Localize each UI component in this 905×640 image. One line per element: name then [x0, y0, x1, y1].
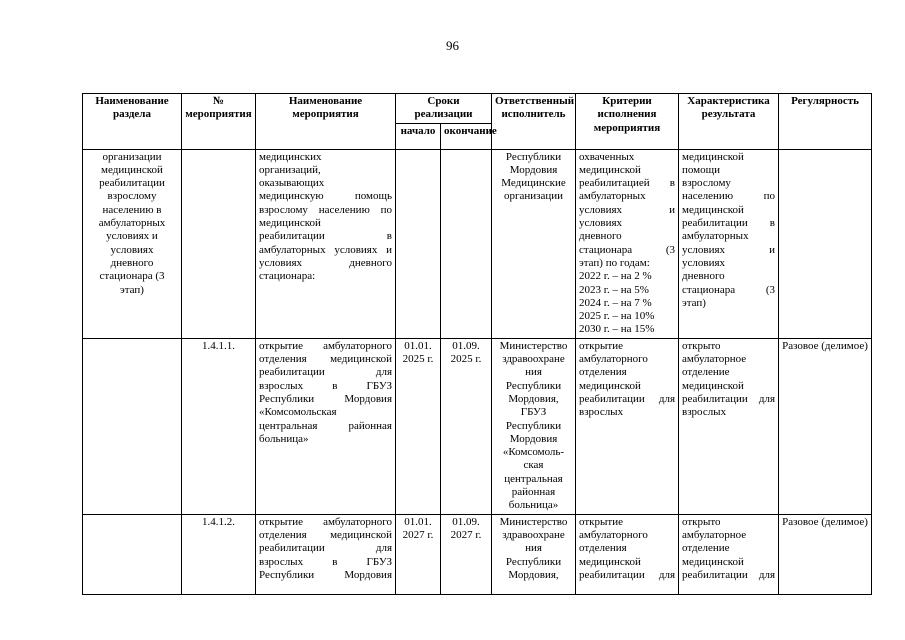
- responsible-line: здравоохране: [502, 529, 565, 542]
- section-line: стационара (3: [99, 270, 165, 283]
- criteria-cell: [576, 514, 679, 594]
- responsible-line: здравоохране: [502, 353, 565, 366]
- result-line: медицинской: [682, 203, 744, 216]
- section-cell: [83, 149, 182, 338]
- regularity-cell: Разовое (делимое): [779, 514, 872, 594]
- section-line: этап): [120, 283, 144, 296]
- criteria-line: реабилитации для: [579, 392, 675, 405]
- responsible-line: больница»: [508, 499, 559, 512]
- criteria-line: амбулаторного: [579, 529, 648, 542]
- result-line: отделение: [682, 542, 730, 555]
- responsible-cell: [492, 338, 576, 514]
- section-line: амбулаторных: [98, 217, 166, 230]
- name-line: отделения медицинской: [259, 353, 392, 366]
- criteria-cell: [576, 149, 679, 338]
- section-line: реабилитации: [99, 177, 165, 190]
- result-line: помощи: [682, 163, 720, 176]
- criteria-line: отделения: [579, 366, 627, 379]
- name-line: Республики Мордовия: [259, 392, 392, 405]
- end-cell: 01.09. 2027 г.: [441, 514, 492, 594]
- criteria-line: стационара (3: [579, 243, 675, 256]
- name-line: условиях дневного: [259, 256, 392, 269]
- criteria-line: реабилитации для: [579, 568, 675, 581]
- result-cell: [679, 514, 779, 594]
- criteria-line: условиях: [579, 217, 623, 230]
- responsible-line: Медицинские: [501, 177, 566, 190]
- name-line: стационара:: [259, 270, 316, 283]
- section-line: организации: [102, 150, 162, 163]
- criteria-line: дневного: [579, 230, 622, 243]
- name-line: Республики Мордовия: [259, 568, 392, 581]
- responsible-line: ния: [525, 366, 542, 379]
- criteria-line: условиях и: [579, 203, 675, 216]
- name-line: реабилитации для: [259, 366, 392, 379]
- name-line: организаций,: [259, 163, 321, 176]
- result-line: дневного: [682, 270, 725, 283]
- header-event-no: № мероприятия: [182, 94, 256, 150]
- criteria-line: этап) по годам:: [579, 256, 650, 269]
- end-cell: [441, 149, 492, 338]
- section-line: медицинской: [101, 163, 163, 176]
- responsible-line: Мордовия,: [508, 568, 559, 581]
- criteria-line: взрослых: [579, 406, 624, 419]
- header-responsible: Ответственный исполнитель: [492, 94, 576, 150]
- criteria-cell: [576, 338, 679, 514]
- result-line: открыто: [682, 339, 721, 352]
- criteria-line: отделения: [579, 542, 627, 555]
- table-row: [83, 149, 872, 338]
- responsible-line: «Комсомоль-: [502, 446, 565, 459]
- criteria-line: реабилитацией в: [579, 177, 675, 190]
- event-name-cell: [256, 514, 396, 594]
- criteria-line: 2030 г. – на 15%: [579, 323, 655, 336]
- criteria-line: 2022 г. – на 2 %: [579, 270, 652, 283]
- criteria-line: амбулаторного: [579, 353, 648, 366]
- name-line: взрослых в ГБУЗ: [259, 379, 392, 392]
- result-cell: [679, 149, 779, 338]
- section-cell: [83, 338, 182, 514]
- result-line: амбулаторных: [682, 230, 749, 243]
- criteria-line: медицинской: [579, 555, 641, 568]
- responsible-line: ГБУЗ: [520, 406, 547, 419]
- event-no-cell: 1.4.1.2.: [182, 514, 256, 594]
- responsible-line: Республики: [505, 419, 562, 432]
- criteria-line: открытие: [579, 515, 623, 528]
- criteria-line: 2025 г. – на 10%: [579, 310, 655, 323]
- name-line: «Комсомольская: [259, 406, 337, 419]
- event-name-cell: [256, 149, 396, 338]
- regularity-cell: Разовое (делимое): [779, 338, 872, 514]
- table-row: [83, 514, 872, 594]
- result-line: стационара (3: [682, 283, 775, 296]
- header-section-name: Наименование раздела: [83, 94, 182, 150]
- name-line: взрослых в ГБУЗ: [259, 555, 392, 568]
- responsible-line: Республики: [505, 379, 562, 392]
- name-line: отделения медицинской: [259, 529, 392, 542]
- header-regularity: Регулярность: [779, 94, 872, 150]
- name-line: оказывающих: [259, 177, 325, 190]
- criteria-line: охваченных: [579, 150, 635, 163]
- responsible-line: Республики: [505, 150, 562, 163]
- result-line: взрослому: [682, 177, 731, 190]
- result-line: населению по: [682, 190, 775, 203]
- name-line: больница»: [259, 432, 309, 445]
- responsible-line: центральная: [504, 472, 563, 485]
- name-line: медицинских: [259, 150, 322, 163]
- result-line: амбулаторное: [682, 353, 747, 366]
- table-row: [83, 338, 872, 514]
- name-line: открытие амбулаторного: [259, 515, 392, 528]
- section-line: условиях и: [106, 230, 158, 243]
- result-line: условиях и: [682, 243, 775, 256]
- result-line: реабилитации для: [682, 568, 775, 581]
- header-criteria: Критерии исполнения мероприятия: [576, 94, 679, 150]
- events-table: [82, 93, 872, 595]
- criteria-line: медицинской: [579, 379, 641, 392]
- result-line: условиях: [682, 256, 726, 269]
- responsible-line: Мордовия: [509, 432, 558, 445]
- responsible-cell: [492, 514, 576, 594]
- section-line: дневного: [110, 256, 154, 269]
- result-line: медицинской: [682, 555, 744, 568]
- responsible-line: организации: [503, 190, 564, 203]
- header-start: начало: [396, 123, 441, 149]
- result-line: отделение: [682, 366, 730, 379]
- name-line: медицинской: [259, 217, 321, 230]
- header-end: окончание: [441, 123, 492, 149]
- page-number: 96: [446, 38, 459, 53]
- start-cell: 01.01. 2025 г.: [396, 338, 441, 514]
- responsible-line: Республики: [505, 555, 562, 568]
- responsible-line: районная: [511, 486, 556, 499]
- header-deadlines: Сроки реализации: [396, 94, 492, 124]
- name-line: реабилитации для: [259, 542, 392, 555]
- result-line: этап): [682, 296, 706, 309]
- responsible-line: Мордовия: [509, 163, 558, 176]
- result-line: реабилитации для: [682, 392, 775, 405]
- result-line: реабилитации в: [682, 217, 775, 230]
- responsible-line: Министерство: [499, 515, 568, 528]
- result-line: медицинской: [682, 379, 744, 392]
- header-result: Характеристика результата: [679, 94, 779, 150]
- name-line: открытие амбулаторного: [259, 339, 392, 352]
- header-event-name: Наименование мероприятия: [256, 94, 396, 150]
- responsible-line: Министерство: [499, 339, 568, 352]
- result-cell: [679, 338, 779, 514]
- section-line: условиях: [110, 243, 154, 256]
- end-cell: 01.09. 2025 г.: [441, 338, 492, 514]
- name-line: центральная районная: [259, 419, 392, 432]
- result-line: амбулаторное: [682, 529, 747, 542]
- section-cell: [83, 514, 182, 594]
- regularity-cell: [779, 149, 872, 338]
- result-line: медицинской: [682, 150, 744, 163]
- event-name-cell: [256, 338, 396, 514]
- result-line: взрослых: [682, 406, 727, 419]
- responsible-cell: [492, 149, 576, 338]
- criteria-line: амбулаторных: [579, 190, 646, 203]
- name-line: взрослому населению по: [259, 203, 392, 216]
- section-line: населению в: [102, 203, 162, 216]
- name-line: реабилитации в: [259, 230, 392, 243]
- criteria-line: медицинской: [579, 163, 641, 176]
- criteria-line: 2023 г. – на 5%: [579, 283, 649, 296]
- name-line: медицинскую помощь: [259, 190, 392, 203]
- criteria-line: открытие: [579, 339, 623, 352]
- start-cell: 01.01. 2027 г.: [396, 514, 441, 594]
- event-no-cell: 1.4.1.1.: [182, 338, 256, 514]
- responsible-line: ния: [525, 542, 542, 555]
- section-line: взрослому: [107, 190, 157, 203]
- result-line: открыто: [682, 515, 721, 528]
- responsible-line: Мордовия,: [508, 392, 559, 405]
- responsible-line: ская: [523, 459, 544, 472]
- criteria-line: 2024 г. – на 7 %: [579, 296, 652, 309]
- name-line: амбулаторных условиях и: [259, 243, 392, 256]
- event-no-cell: [182, 149, 256, 338]
- start-cell: [396, 149, 441, 338]
